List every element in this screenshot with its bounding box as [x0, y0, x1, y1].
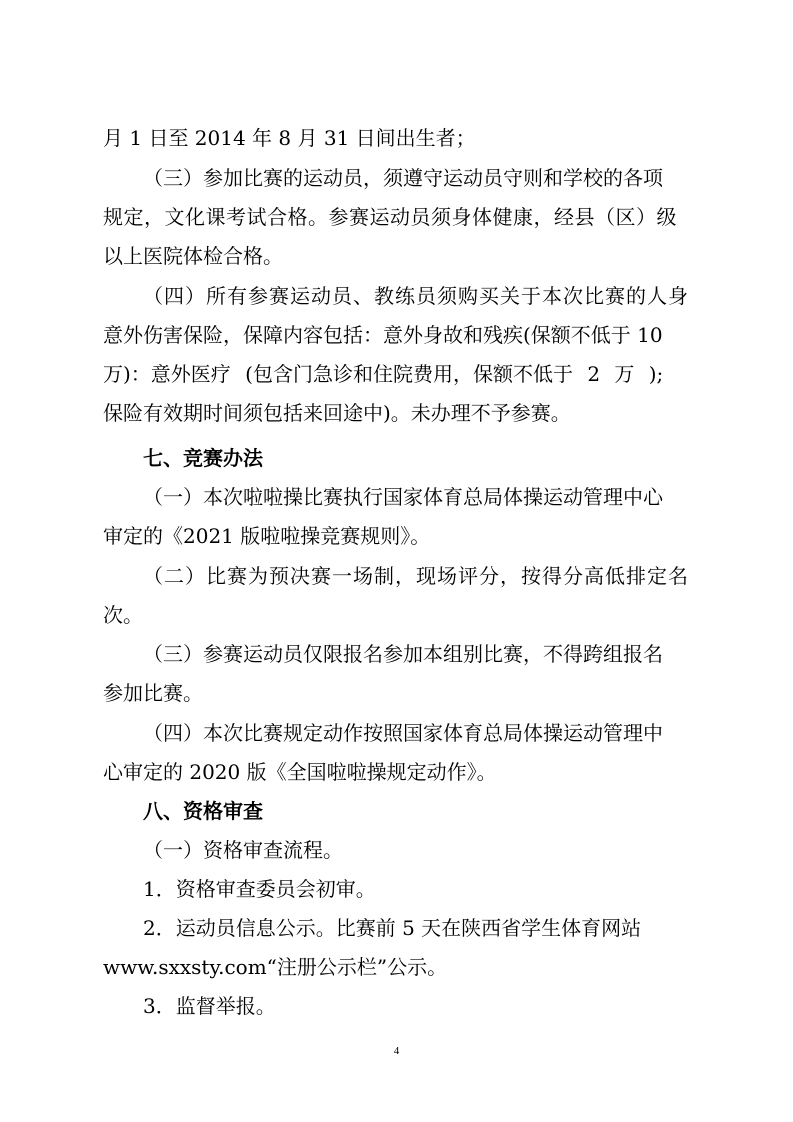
paragraph-line: 3．监督举报。 — [143, 994, 276, 1018]
paragraph-line: （二）比赛为预决赛一场制，现场评分，按得分高低排定名 — [143, 564, 689, 588]
paragraph-line: 心审定的 2020 版《全国啦啦操规定动作》。 — [103, 760, 497, 784]
paragraph-line: 2．运动员信息公示。比赛前 5 天在陕西省学生体育网站 — [143, 916, 642, 940]
paragraph-line: 意外伤害保险，保障内容包括：意外身故和残疾(保额不低于 10 — [103, 323, 663, 347]
paragraph-line: 次。 — [103, 603, 143, 627]
paragraph-line: 万)：意外医疗 (包含门急诊和住院费用，保额不低于 2 万 ); — [103, 362, 664, 386]
paragraph-line: （一）本次啦啦操比赛执行国家体育总局体操运动管理中心 — [143, 485, 663, 509]
paragraph-line: 1．资格审查委员会初审。 — [143, 877, 376, 901]
section-heading: 八、资格审查 — [143, 799, 263, 823]
paragraph-line: 规定，文化课考试合格。参赛运动员须身体健康，经县（区）级 — [103, 205, 677, 229]
paragraph-line: 月 1 日至 2014 年 8 月 31 日间出生者； — [103, 126, 476, 150]
paragraph-line: （一）资格审查流程。 — [143, 838, 343, 862]
paragraph-line: （四）本次比赛规定动作按照国家体育总局体操运动管理中 — [143, 721, 663, 745]
paragraph-line: 参加比赛。 — [103, 681, 203, 705]
paragraph-line: 审定的《2021 版啦啦操竞赛规则》。 — [103, 524, 431, 548]
paragraph-line: www.sxxsty.com“注册公示栏”公示。 — [103, 955, 448, 979]
paragraph-line: （四）所有参赛运动员、教练员须购买关于本次比赛的人身 — [143, 284, 689, 308]
paragraph-line: 以上医院体检合格。 — [103, 244, 283, 268]
paragraph-line: （三）参赛运动员仅限报名参加本组别比赛，不得跨组报名 — [143, 642, 663, 666]
page-number: 4 — [393, 1045, 400, 1057]
section-heading: 七、竞赛办法 — [143, 446, 263, 470]
paragraph-line: （三）参加比赛的运动员，须遵守运动员守则和学校的各项 — [143, 166, 663, 190]
paragraph-line: 保险有效期时间须包括来回途中)。未办理不予参赛。 — [103, 401, 571, 425]
